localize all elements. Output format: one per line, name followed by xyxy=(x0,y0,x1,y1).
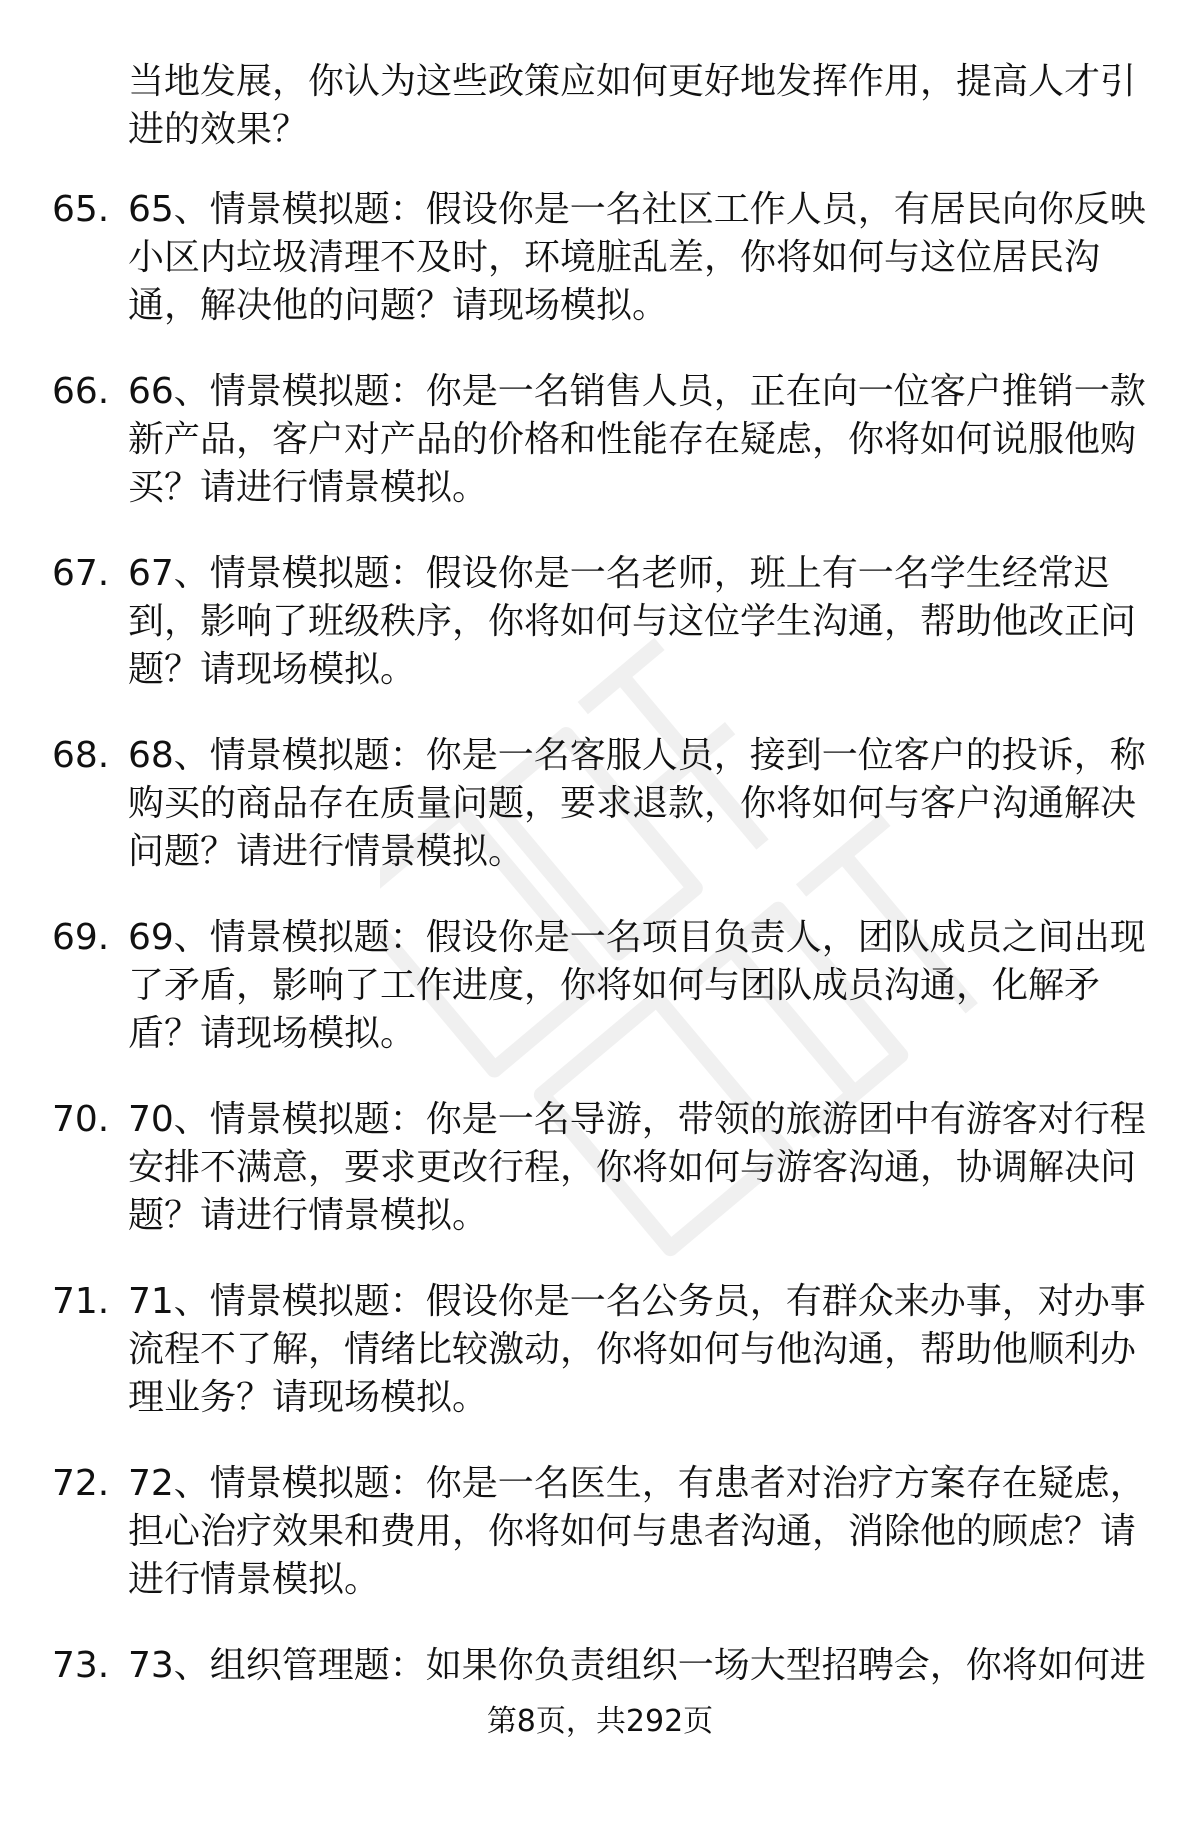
question-text: 72、情景模拟题：你是一名医生，有患者对治疗方案存在疑虑，担心治疗效果和费用，你将如何与患者沟通，消除他的顾虑？请进行情景模拟。 xyxy=(128,1463,1146,1600)
question-number: 70. xyxy=(52,1099,110,1140)
page-footer: 第8页，共292页 xyxy=(486,1704,714,1739)
question-number: 66. xyxy=(52,371,110,412)
question-text: 71、情景模拟题：假设你是一名公务员，有群众来办事，对办事流程不了解，情绪比较激动，你将如何与他沟通，帮助他顺利办理业务？请现场模拟。 xyxy=(128,1281,1146,1418)
question-number: 65. xyxy=(52,189,110,230)
question-number: 71. xyxy=(52,1281,110,1322)
question-number: 73. xyxy=(52,1645,110,1686)
question-number: 72. xyxy=(52,1463,110,1504)
list-item xyxy=(0,914,1200,1096)
question-number: 69. xyxy=(52,917,110,958)
question-text: 66、情景模拟题：你是一名销售人员，正在向一位客户推销一款新产品，客户对产品的价格和性能存在疑虑，你将如何说服他购买？请进行情景模拟。 xyxy=(128,371,1146,508)
list-item xyxy=(0,1460,1200,1642)
question-number: 68. xyxy=(52,735,110,776)
list-item xyxy=(0,550,1200,732)
question-text: 67、情景模拟题：假设你是一名老师，班上有一名学生经常迟到，影响了班级秩序，你将如何与这位学生沟通，帮助他改正问题？请现场模拟。 xyxy=(128,553,1137,690)
question-list xyxy=(0,186,1200,1824)
list-item xyxy=(0,732,1200,914)
list-item xyxy=(0,368,1200,550)
question-text: 69、情景模拟题：假设你是一名项目负责人，团队成员之间出现了矛盾，影响了工作进度，你将如何与团队成员沟通，化解矛盾？请现场模拟。 xyxy=(128,917,1146,1054)
question-text: 65、情景模拟题：假设你是一名社区工作人员，有居民向你反映小区内垃圾清理不及时，环境脏乱差，你将如何与这位居民沟通，解决他的问题？请现场模拟。 xyxy=(128,189,1146,326)
list-item xyxy=(0,1096,1200,1278)
question-text: 70、情景模拟题：你是一名导游，带领的旅游团中有游客对行程安排不满意，要求更改行程，你将如何与游客沟通，协调解决问题？请进行情景模拟。 xyxy=(128,1099,1146,1236)
continuation-text: 当地发展，你认为这些政策应如何更好地发挥作用，提高人才引进的效果？ xyxy=(128,61,1137,150)
list-item xyxy=(0,1278,1200,1460)
list-item xyxy=(0,186,1200,368)
question-number: 67. xyxy=(52,553,110,594)
question-text: 68、情景模拟题：你是一名客服人员，接到一位客户的投诉，称购买的商品存在质量问题，要求退款，你将如何与客户沟通解决问题？请进行情景模拟。 xyxy=(128,735,1146,872)
question-text: 73、组织管理题：如果你负责组织一场大型招聘会，你将如何进 xyxy=(128,1645,1146,1686)
